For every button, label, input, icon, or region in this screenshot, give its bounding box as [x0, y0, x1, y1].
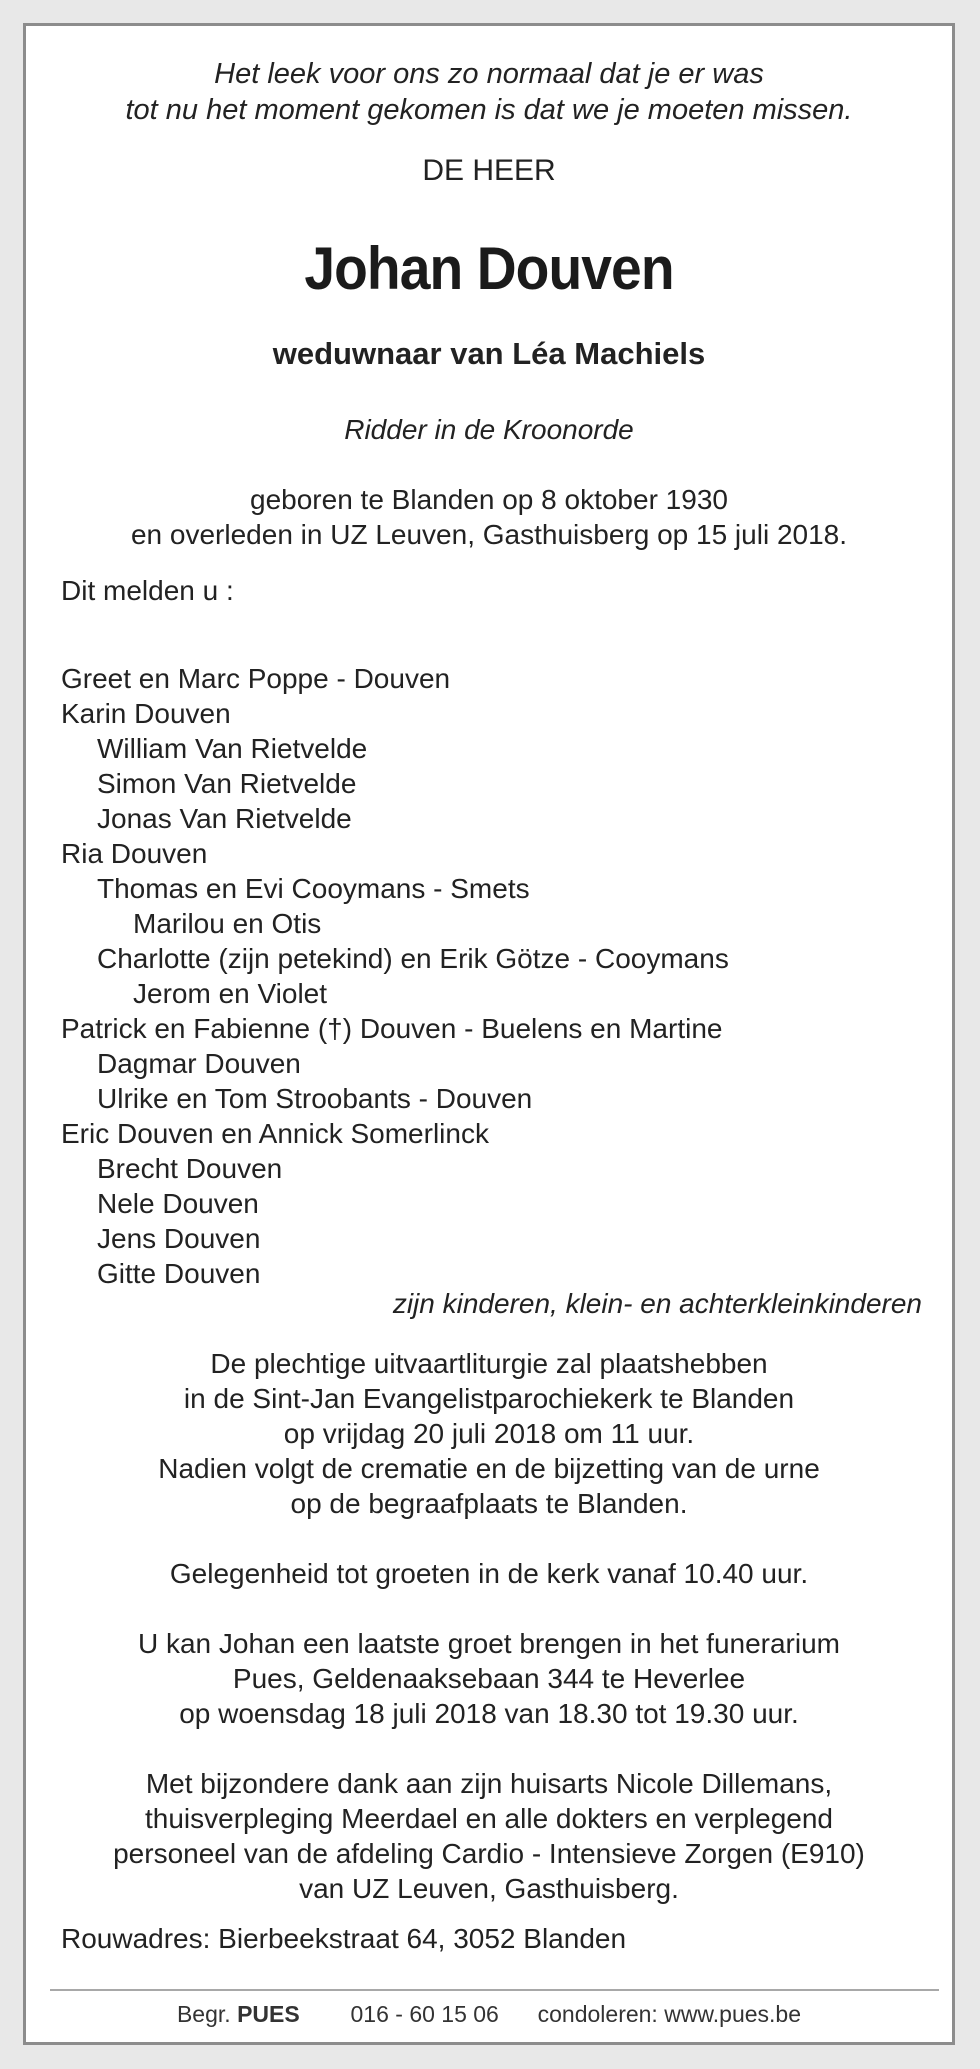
family-member: Marilou en Otis: [133, 908, 322, 939]
opening-quote: [26, 56, 952, 128]
family-member: William Van Rietvelde: [97, 733, 368, 764]
mourning-address: Rouwadres: Bierbeekstraat 64, 3052 Blanden: [61, 1923, 627, 1954]
greeting-line: Gelegenheid tot groeten in de kerk vanaf 10.40 uur.: [169, 1558, 809, 1589]
honorific-title: DE HEER: [422, 154, 556, 187]
ceremony-line: Nadien volgt de crematie en de bijzetting van de urne: [158, 1453, 820, 1484]
funerarium-line: U kan Johan een laatste groet brengen in het funerarium: [137, 1628, 840, 1659]
family-member: Ria Douven: [61, 838, 208, 869]
deceased-name: Johan Douven: [304, 235, 674, 302]
family-member: Nele Douven: [97, 1188, 259, 1219]
undertaker-phone: 016 - 60 15 06: [350, 2001, 499, 2027]
ceremony-line: in de Sint-Jan Evangelistparochiekerk te Blanden: [183, 1383, 795, 1414]
family-member: Jonas Van Rietvelde: [97, 803, 352, 834]
distinction-line: Ridder in de Kroonorde: [344, 414, 634, 445]
quote-line: Het leek voor ons zo normaal dat je er was: [214, 58, 764, 90]
family-member: Jens Douven: [97, 1223, 261, 1254]
funerarium-line: op woensdag 18 juli 2018 van 18.30 tot 19.30 uur.: [179, 1698, 799, 1729]
family-member: Dagmar Douven: [97, 1048, 301, 1079]
thanks-line: thuisverpleging Meerdael en alle dokters en verplegend: [145, 1803, 833, 1834]
family-member: Thomas en Evi Cooymans - Smets: [97, 873, 530, 904]
family-member: Eric Douven en Annick Somerlinck: [61, 1118, 489, 1149]
family-caption: zijn kinderen, klein- en achterkleinkinderen: [392, 1288, 922, 1319]
family-member: Karin Douven: [61, 698, 231, 729]
family-member: Ulrike en Tom Stroobants - Douven: [97, 1083, 533, 1114]
death-line: en overleden in UZ Leuven, Gasthuisberg op 15 juli 2018.: [130, 519, 848, 550]
family-member: Charlotte (zijn petekind) en Erik Götze - Cooymans: [97, 943, 729, 974]
funerarium-line: Pues, Geldenaaksebaan 344 te Heverlee: [232, 1663, 746, 1694]
birth-line: geboren te Blanden op 8 oktober 1930: [250, 484, 728, 515]
condolence-link[interactable]: condoleren: www.pues.be: [537, 2001, 802, 2027]
footer-divider: [50, 1989, 939, 1991]
quote-line: tot nu het moment gekomen is dat we je moeten missen.: [125, 94, 853, 126]
family-member: Patrick en Fabienne (†) Douven - Buelens en Martine: [61, 1013, 723, 1044]
obituary-content: [26, 26, 952, 2042]
funerarium-block: [26, 1626, 952, 1731]
thanks-line: van UZ Leuven, Gasthuisberg.: [299, 1873, 679, 1904]
ceremony-block: [26, 1346, 952, 1521]
family-member: Jerom en Violet: [133, 978, 328, 1009]
ceremony-line: op vrijdag 20 juli 2018 om 11 uur.: [283, 1418, 695, 1449]
widower-line: weduwnaar van Léa Machiels: [272, 336, 706, 371]
family-member: Simon Van Rietvelde: [97, 768, 357, 799]
footer: [26, 2001, 952, 2028]
family-member: Gitte Douven: [97, 1258, 261, 1289]
ceremony-line: op de begraafplaats te Blanden.: [290, 1488, 688, 1519]
undertaker-name: PUES: [237, 2001, 300, 2027]
obituary-frame: [23, 23, 955, 2045]
ceremony-line: De plechtige uitvaartliturgie zal plaatshebben: [210, 1348, 768, 1379]
thanks-line: personeel van de afdeling Cardio - Intensieve Zorgen (E910): [113, 1838, 865, 1869]
thanks-block: [26, 1766, 952, 1906]
family-member: Brecht Douven: [97, 1153, 283, 1184]
birth-death-block: [26, 482, 952, 552]
family-member: Greet en Marc Poppe - Douven: [61, 663, 451, 694]
thanks-line: Met bijzondere dank aan zijn huisarts Nicole Dillemans,: [145, 1768, 833, 1799]
announce-line: Dit melden u :: [61, 575, 234, 606]
undertaker-label: Begr.: [176, 2001, 231, 2027]
